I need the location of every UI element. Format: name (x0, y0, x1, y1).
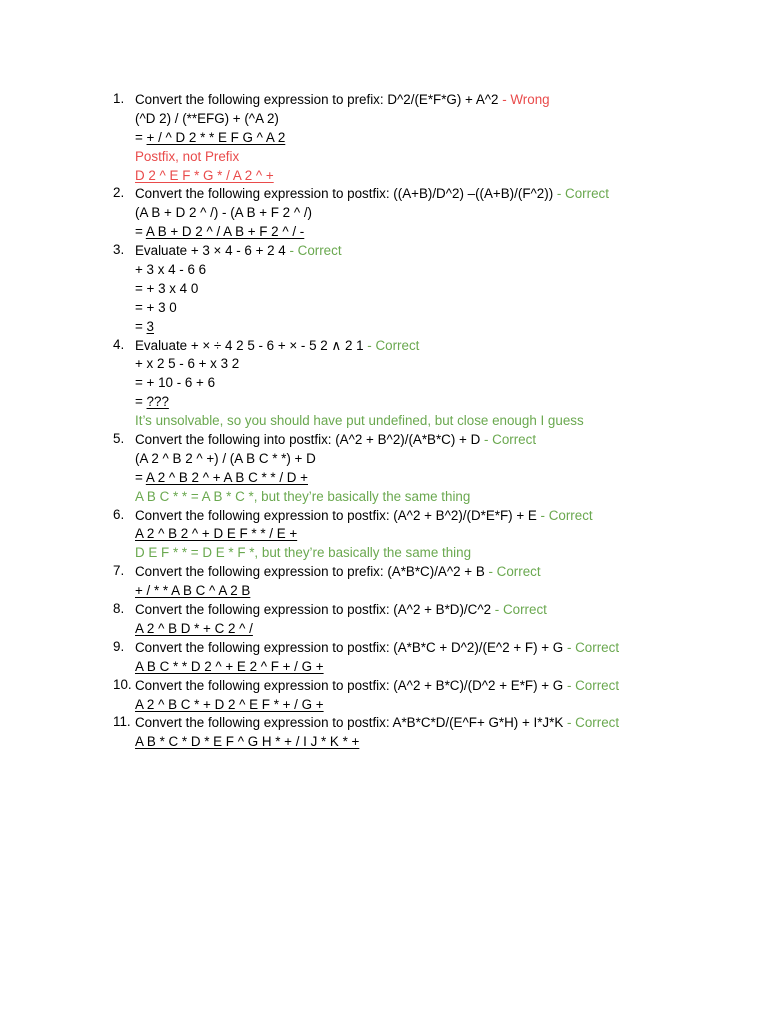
list-item (106, 639, 746, 677)
item-number: 6. (113, 506, 125, 522)
question-text: Convert the following expression to prefix: (A*B*C)/A^2 + B (135, 564, 485, 580)
verdict-label: - Correct (536, 507, 593, 523)
feedback-text: Postfix, not Prefix (135, 148, 240, 164)
answer-text: + / ^ D 2 * * E F G ^ A 2 (146, 129, 286, 145)
item-number: 2. (113, 185, 125, 201)
answer-line (135, 129, 746, 148)
feedback-line (135, 148, 746, 167)
answer-line (135, 393, 746, 412)
item-number: 8. (113, 601, 125, 617)
work-step-line (135, 374, 746, 393)
question-text: Convert the following into postfix: (A^2 + B^2)/(A*B*C) + D (135, 432, 481, 448)
item-number-cell (106, 677, 135, 715)
answer-prefix: = (135, 469, 146, 485)
correction-text: D 2 ^ E F * G * / A 2 ^ + (135, 167, 274, 183)
list-item (106, 431, 746, 507)
verdict-label: - Correct (491, 602, 547, 618)
work-step-text: = + 3 0 (135, 299, 177, 315)
verdict-label: - Wrong (498, 92, 550, 107)
question-line (135, 337, 746, 356)
answer-line (135, 582, 746, 601)
list-item (106, 677, 746, 715)
feedback-line (135, 488, 746, 507)
item-body (135, 337, 746, 431)
item-body (135, 601, 746, 639)
verdict-label: - Correct (563, 715, 620, 731)
work-step-line (135, 110, 746, 129)
feedback-text: It’s unsolvable, so you should have put undefined, but close enough I guess (135, 413, 584, 429)
list-item (106, 563, 746, 601)
question-line (135, 242, 746, 261)
work-step-line (135, 204, 746, 223)
work-step-text: + x 2 5 - 6 + x 3 2 (135, 356, 240, 372)
work-step-line (135, 280, 746, 299)
question-line (135, 601, 746, 620)
work-step-line (135, 355, 746, 374)
question-text: Evaluate + × ÷ 4 2 5 - 6 + × - 5 2 ∧ 2 1 (135, 337, 364, 353)
question-line (135, 563, 746, 582)
work-step-text: (A B + D 2 ^ /) - (A B + F 2 ^ /) (135, 205, 313, 221)
item-body (135, 563, 746, 601)
question-line (135, 677, 746, 696)
question-line (135, 714, 746, 733)
question-text: Convert the following expression to postfix: (A^2 + B*D)/C^2 (135, 602, 492, 618)
item-body (135, 507, 746, 564)
list-item (106, 91, 746, 185)
question-text: Convert the following expression to postfix: (A^2 + B*C)/(D^2 + E*F) + G (135, 677, 564, 693)
item-number: 10. (113, 676, 132, 692)
work-step-text: + 3 x 4 - 6 6 (135, 262, 207, 278)
list-item (106, 185, 746, 242)
work-step-text: (^D 2) / (**EFG) + (^A 2) (135, 110, 279, 126)
list-item (106, 337, 746, 431)
feedback-text: D E F * * = D E * F *, but they’re basically the same thing (135, 545, 472, 561)
answer-text: A 2 ^ B 2 ^ + A B C * * / D + (145, 469, 308, 485)
question-text: Evaluate + 3 × 4 - 6 + 2 4 (135, 243, 286, 259)
item-body (135, 431, 746, 507)
question-text: Convert the following expression to postfix: ((A+B)/D^2) –((A+B)/(F^2)) (135, 186, 554, 202)
answer-text: A B C * * D 2 ^ + E 2 ^ F + / G + (135, 658, 324, 674)
answer-line (135, 223, 746, 242)
feedback-line (135, 544, 746, 563)
item-number-cell (106, 601, 135, 639)
item-number: 11. (113, 714, 131, 730)
item-body (135, 639, 746, 677)
answer-line (135, 733, 746, 752)
item-number-cell (106, 337, 135, 431)
verdict-label: - Correct (563, 677, 620, 693)
item-number-cell (106, 91, 135, 185)
question-text: Convert the following expression to postfix: A*B*C*D/(E^F+ G*H) + I*J*K (135, 715, 564, 731)
answer-prefix: = (135, 129, 147, 145)
item-number: 5. (113, 431, 125, 447)
question-text: Convert the following expression to postfix: (A^2 + B^2)/(D*E*F) + E (135, 507, 537, 523)
item-number: 1. (113, 91, 125, 106)
feedback-text: A B C * * = A B * C *, but they’re basically the same thing (135, 488, 471, 504)
work-step-line (135, 261, 746, 280)
work-step-line (135, 450, 746, 469)
answer-text: A 2 ^ B D * + C 2 ^ / (135, 620, 253, 636)
work-step-line (135, 299, 746, 318)
answer-line (135, 658, 746, 677)
work-step-text: = + 3 x 4 0 (135, 280, 199, 296)
answer-text: A B * C * D * E F ^ G H * + / I J * K * + (135, 734, 360, 750)
answer-text: + / * * A B C ^ A 2 B (135, 583, 251, 599)
item-body (135, 242, 746, 336)
answer-text: A 2 ^ B C * + D 2 ^ E F * + / G + (135, 696, 324, 712)
list-item (106, 601, 746, 639)
work-step-text: = + 10 - 6 + 6 (135, 375, 216, 391)
list-item (106, 507, 746, 564)
item-body (135, 677, 746, 715)
item-number: 7. (113, 563, 125, 579)
item-body (135, 714, 746, 752)
answer-line (135, 696, 746, 715)
item-body (135, 185, 746, 242)
answer-line (135, 318, 746, 337)
verdict-label: - Correct (553, 186, 609, 202)
verdict-label: - Correct (285, 243, 342, 259)
item-number-cell (106, 507, 135, 564)
answer-prefix: = (135, 394, 147, 410)
item-number-cell (106, 431, 135, 507)
answer-line (135, 525, 746, 544)
work-step-text: (A 2 ^ B 2 ^ +) / (A B C * *) + D (135, 450, 316, 466)
answer-text: ??? (146, 394, 169, 410)
feedback-line (135, 412, 746, 431)
verdict-label: - Correct (563, 639, 620, 655)
verdict-label: - Correct (363, 337, 420, 353)
item-number: 3. (113, 242, 125, 258)
correction-line (135, 167, 746, 186)
answer-prefix: = (135, 224, 146, 240)
list-item (106, 714, 746, 752)
question-line (135, 185, 746, 204)
item-number-cell (106, 185, 135, 242)
answer-line (135, 469, 746, 488)
answer-text: 3 (146, 318, 154, 334)
item-number: 9. (113, 638, 125, 654)
question-list (106, 91, 746, 752)
answer-text: A 2 ^ B 2 ^ + D E F * * / E + (135, 526, 298, 542)
question-line (135, 91, 746, 110)
verdict-label: - Correct (480, 432, 537, 448)
answer-line (135, 620, 746, 639)
item-number-cell (106, 563, 135, 601)
item-number: 4. (113, 336, 125, 352)
verdict-label: - Correct (484, 564, 541, 580)
question-line (135, 639, 746, 658)
item-number-cell (106, 714, 135, 752)
item-body (135, 91, 746, 185)
list-item (106, 242, 746, 336)
question-text: Convert the following expression to postfix: (A*B*C + D^2)/(E^2 + F) + G (135, 639, 564, 655)
question-line (135, 507, 746, 526)
item-number-cell (106, 639, 135, 677)
item-number-cell (106, 242, 135, 336)
question-text: Convert the following expression to prefix: D^2/(E*F*G) + A^2 (135, 92, 499, 107)
question-line (135, 431, 746, 450)
answer-prefix: = (135, 318, 147, 334)
answer-text: A B + D 2 ^ / A B + F 2 ^ / - (145, 224, 305, 240)
